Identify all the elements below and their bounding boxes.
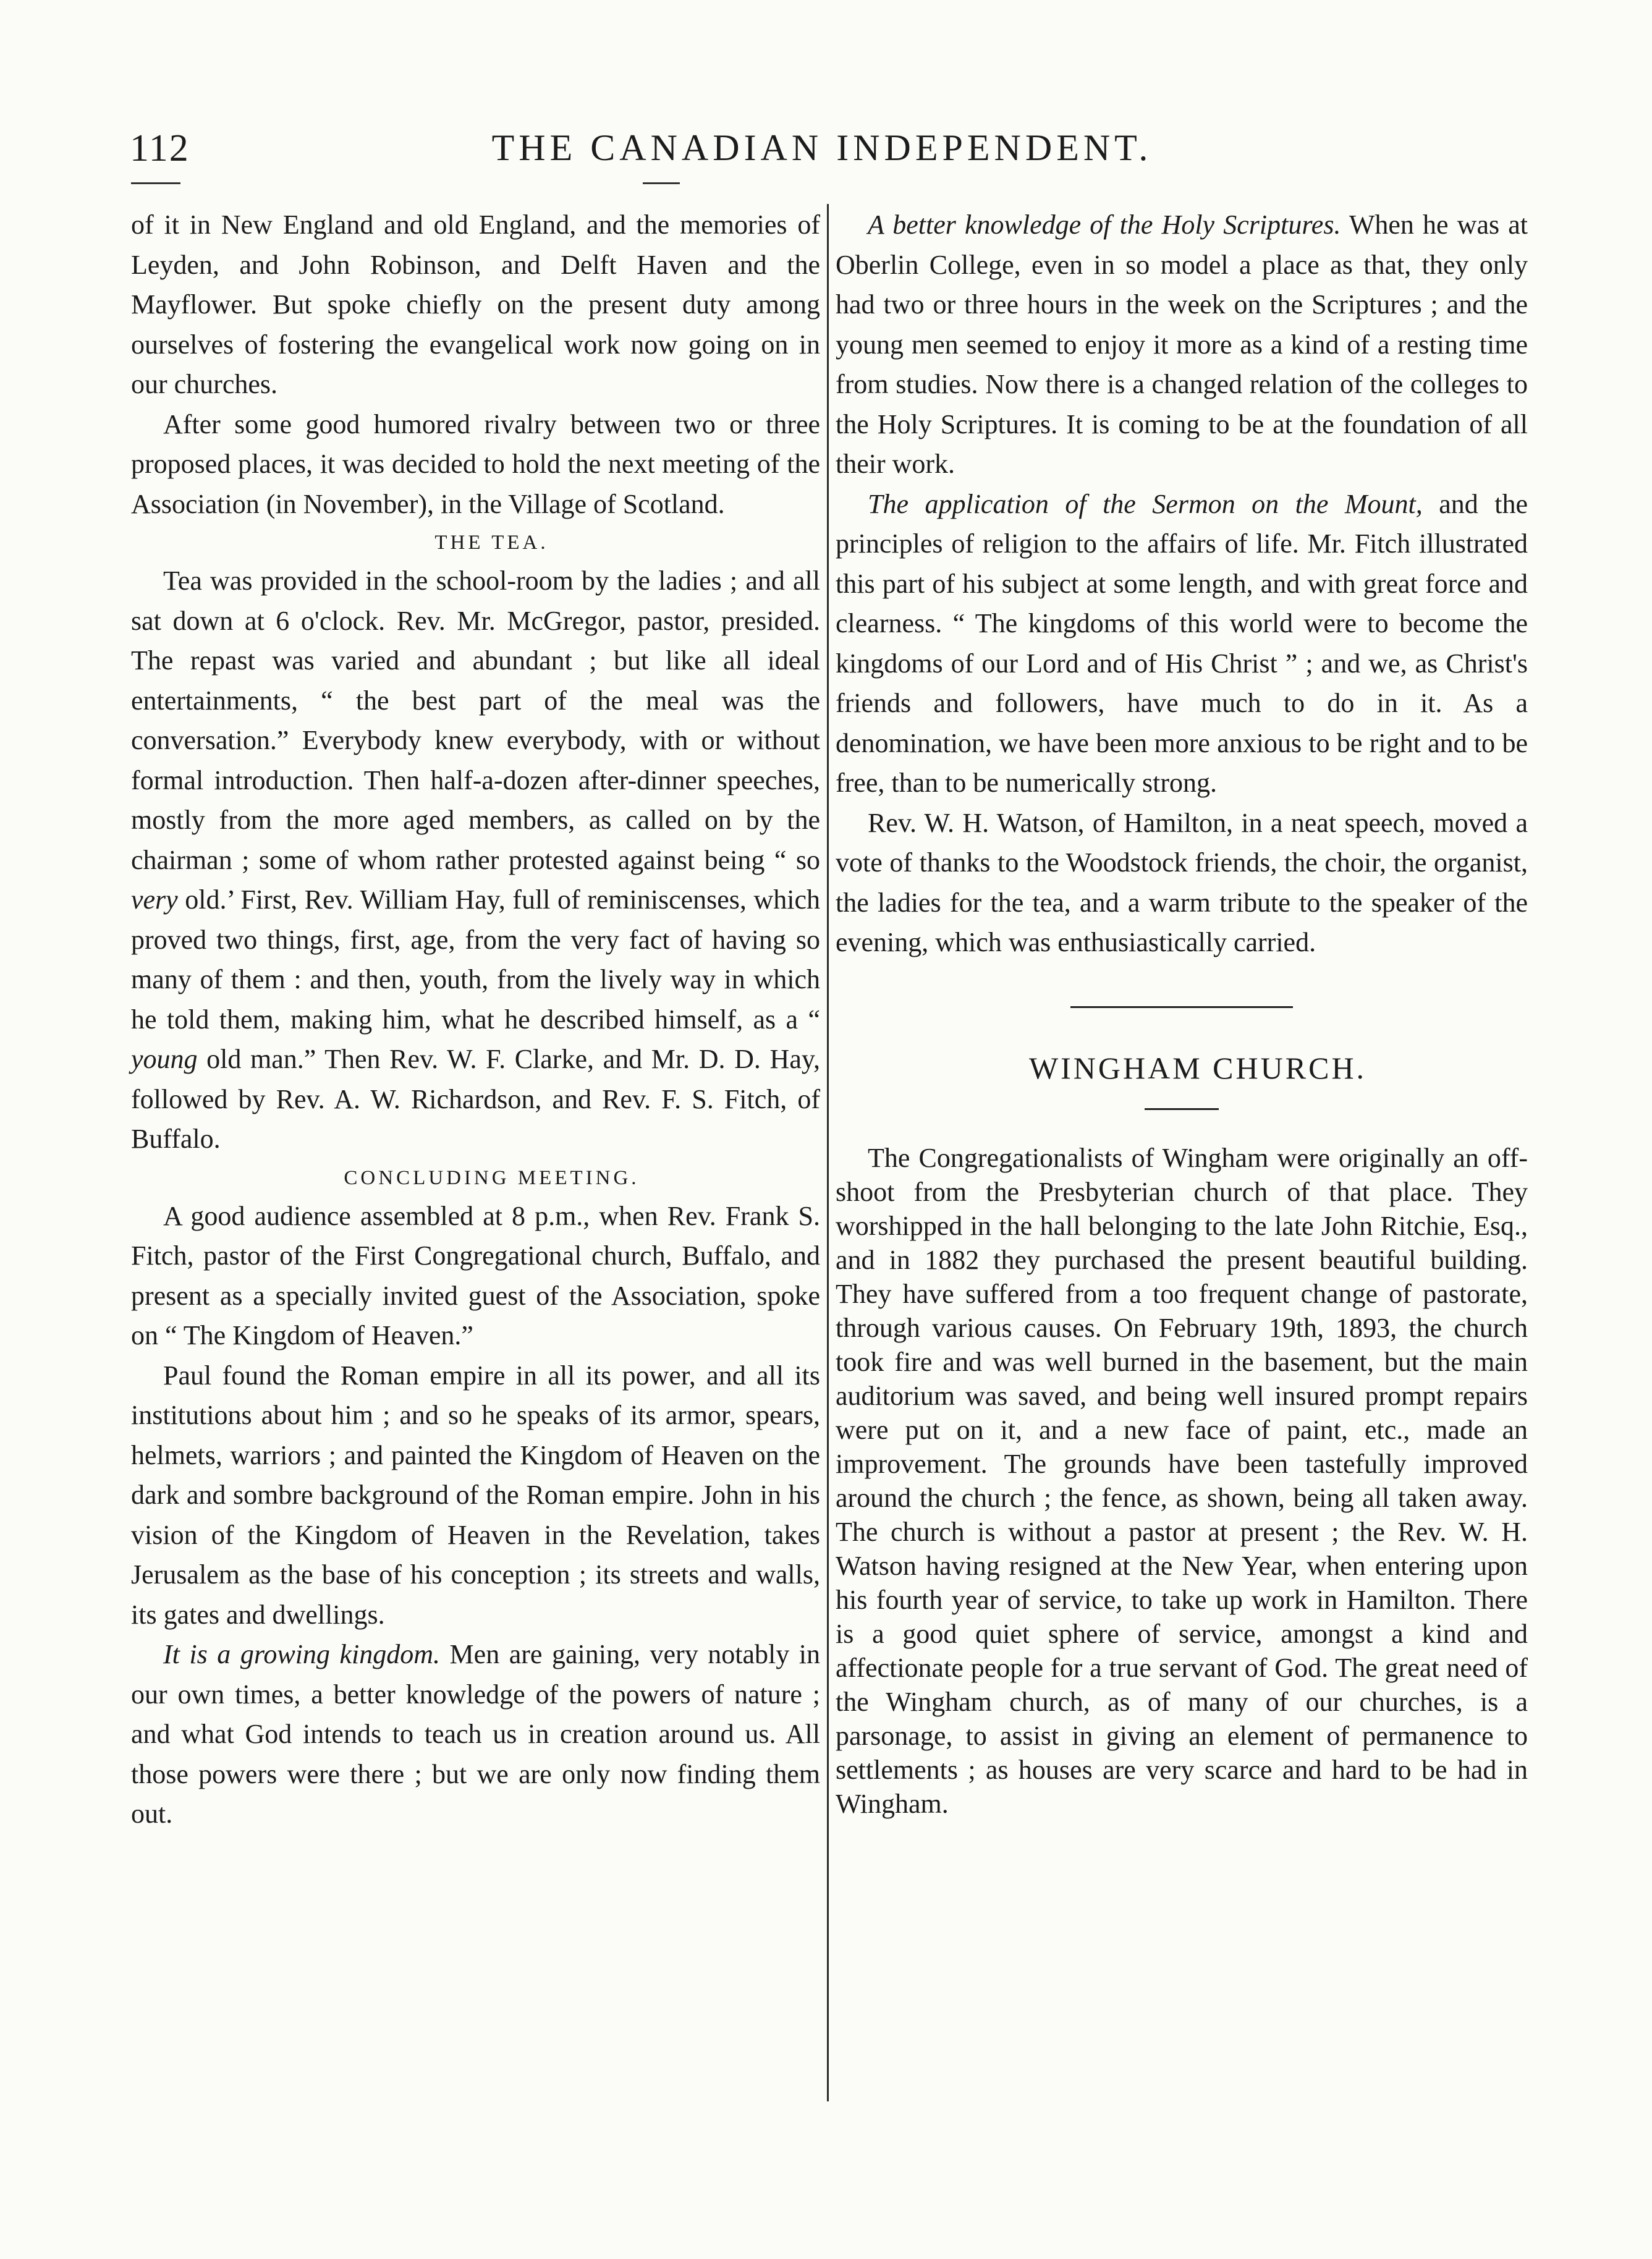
header-rule-left <box>131 182 180 184</box>
right-column <box>836 205 1528 1821</box>
paragraph-wingham: The Congregationalists of Wingham were originally an off-shoot from the Presbyterian church of that place. They worshipped in the hall belonging to the late John Ritchie, Esq., and in 1882 they purchased the present beautiful building. They have suffered from a too frequent change of pastorate, through various causes. On February 19th, 1893, the church took fire and was well burned in the basement, but the main auditorium was saved, and being well insured prompt repairs were put on it, and a new face of paint, etc., made an improvement. The grounds have been tastefully improved around the church ; the fence, as shown, being all taken away. The church is without a pastor at present ; the Rev. W. H. Watson having resigned at the New Year, when entering upon his fourth year of service, to take up work in Hamilton. There is a good quiet sphere of service, amongst a kind and affectionate people for a true servant of God. The great need of the Wingham church, as of many of our churches, is a parsonage, to assist in giving an element of permanence to settlements ; as houses are very scarce and hard to be had in Wingham. <box>836 1142 1528 1819</box>
section-title-wingham-church: WINGHAM CHURCH. <box>1028 1050 1367 1085</box>
paragraph-tea: Tea was provided in the school-room by the ladies ; and all sat down at 6 o'clock. Rev. Mr. McGregor, pastor, presided. The repast was varied and abundant ; but like all ideal entertainments, “ the best part of the meal was the conversation.” Everybody knew everybody, with or without formal introduction. Then half-a-dozen after-dinner speeches, mostly from the more aged members, as called on by the chairman ; some of whom rather protested against being “ so very old.’ First, Rev. William Hay, full of reminiscenses, which proved two things, first, age, from the very fact of having so many of them : and then, youth, from the lively way in which he told them, making him, what he described himself, as a “ young old man.” Then Rev. W. F. Clarke, and Mr. D. D. Hay, followed by Rev. A. W. Richardson, and Rev. F. S. Fitch, of Buffalo. <box>131 566 820 1154</box>
running-title: THE CANADIAN INDEPENDENT. <box>491 127 1153 168</box>
paragraph: After some good humored rivalry between two or three proposed places, it was decided to hold the next meeting of the Association (in November), in the Village of Scotland. <box>131 409 820 519</box>
paragraph: The application of the Sermon on the Mount, and the principles of religion to the affairs of life. Mr. Fitch illustrated this part of his subject at some length, and with great force and clearness. “ The kingdoms of this world were to become the kingdoms of our Lord and of His Christ ” ; and we, as Christ's friends and followers, have much to do in it. As a denomination, we have been more anxious to be right and to be free, than to be numerically strong. <box>836 488 1528 798</box>
section-heading-tea: THE TEA. <box>434 532 549 554</box>
section-heading-concluding-meeting: CONCLUDING MEETING. <box>344 1166 640 1189</box>
paragraph: Paul found the Roman empire in all its power, and all its institutions about him ; and so he speaks of its armor, spears, helmets, warriors ; and painted the Kingdom of Heaven on the dark and sombre background of the Roman empire. John in his vision of the Kingdom of Heaven in the Revelation, takes Jerusalem as the base of his conception ; its streets and walls, its gates and dwellings. <box>131 1360 820 1630</box>
paragraph: It is a growing kingdom. Men are gaining, very notably in our own times, a better knowledge of the powers of nature ; and what God intends to teach us in creation around us. All those powers were there ; but we are only now finding them out. <box>131 1639 820 1829</box>
page-number: 112 <box>130 127 190 169</box>
section-rule <box>1070 1006 1293 1008</box>
header-rule-mid <box>643 182 680 184</box>
left-column <box>131 205 820 1834</box>
paragraph: of it in New England and old England, and the memories of Leyden, and John Robinson, and Delft Haven and the Mayflower. But spoke chiefly on the present duty among ourselves of fostering the evangelical work now going on in our churches. <box>131 210 820 399</box>
paragraph: A good audience assembled at 8 p.m., when Rev. Frank S. Fitch, pastor of the First Congregational church, Buffalo, and present as a specially invited guest of the Association, spoke on “ The Kingdom of Heaven.” <box>131 1200 820 1350</box>
title-rule <box>1145 1108 1219 1110</box>
page-header <box>130 127 1514 182</box>
paragraph: Rev. W. H. Watson, of Hamilton, in a neat speech, moved a vote of thanks to the Woodstock friends, the choir, the organist, the ladies for the tea, and a warm tribute to the speaker of the evening, which was enthusiastically carried. <box>836 807 1528 957</box>
paragraph: A better knowledge of the Holy Scriptures. When he was at Oberlin College, even in so model a place as that, they only had two or three hours in the week on the Scriptures ; and the young men seemed to enjoy it more as a kind of a resting time from studies. Now there is a changed relation of the colleges to the Holy Scriptures. It is coming to be at the foundation of all their work. <box>836 210 1528 479</box>
column-divider <box>827 204 829 2101</box>
